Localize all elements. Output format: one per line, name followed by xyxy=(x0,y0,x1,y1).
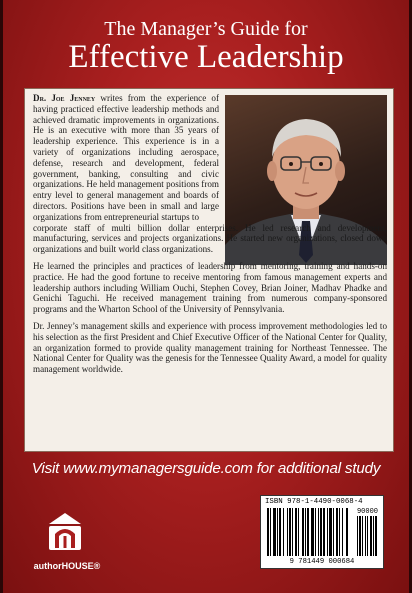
author-bio xyxy=(33,93,387,381)
barcode-bars xyxy=(267,508,379,558)
barcode-bar xyxy=(336,508,338,556)
barcode-bar xyxy=(270,508,271,556)
publisher-name: authorHOUSE® xyxy=(33,561,101,571)
barcode-bar xyxy=(329,508,332,556)
bio-paragraph-1-text: writes from the experience of having practiced effective leadership methods and achieved dramatic improvements in organizations. He is an executive with more than 35 years of leadership experience. This experience is in a variety of organizations including aerospace, defense, research and development, federal government, banking, consulting and civic organizations. He held management positions from entry level to general management and boards of directors. Positions have been in small and large organizations from entrepreneurial startups to xyxy=(33,93,219,222)
bio-paragraph-2: He learned the principles and practices of leadership from mentoring, training and hands-on practice. He had the good fortune to receive mentoring from famous management experts and leadership authors including William Ouchi, Stephen Covey, Brian Joiner, Madhav Phadke and Genichi Taguchi. He received management training from numerous company-sponsored programs and the Wharton School of the University of Pennsylvania. xyxy=(33,260,387,315)
barcode-bar xyxy=(287,508,288,556)
isbn-label: ISBN 978-1-4490-0068-4 xyxy=(265,498,363,506)
book-title: Effective Leadership xyxy=(68,39,344,75)
barcode-bar xyxy=(318,508,319,556)
barcode-addon-bar xyxy=(362,516,363,556)
barcode-addon-bar xyxy=(365,516,366,556)
barcode-bar xyxy=(311,508,314,556)
title-line-1: The Manager’s Guide for xyxy=(104,18,308,40)
barcode-bar xyxy=(342,508,343,556)
barcode-bar xyxy=(292,508,293,556)
bio-paragraph-1 xyxy=(33,93,219,223)
barcode-bar xyxy=(307,508,309,556)
barcode-bar xyxy=(289,508,291,556)
barcode-bar xyxy=(339,508,340,556)
website-callout: Visit www.mymanagersguide.com for additional study xyxy=(31,460,381,477)
barcode-addon-bar xyxy=(375,516,377,556)
barcode-bar xyxy=(305,508,306,556)
barcode-bar xyxy=(320,508,322,556)
barcode-addon-bar xyxy=(373,516,374,556)
barcode-bar xyxy=(267,508,269,556)
barcode-bar xyxy=(283,508,284,556)
barcode-addon-bar xyxy=(357,516,358,556)
barcode-bar xyxy=(315,508,316,556)
barcode-bar xyxy=(333,508,334,556)
authorhouse-logo-icon xyxy=(45,510,85,554)
ean-number: 9 781449 000684 xyxy=(289,558,355,566)
barcode-addon-bar xyxy=(370,516,372,556)
barcode-bar xyxy=(327,508,328,556)
barcode-addon-bar xyxy=(359,516,361,556)
bio-paragraph-3: Dr. Jenney’s management skills and experience with process improvement methodologies led to his selection as the first President and Chief Executive Officer of the National Center for Quality, an organization formed to provide quality management training for Northeast Tennessee. The National Center for Quality was the genesis for the Tennessee Quality Award, a model for quality management worldwide. xyxy=(33,320,387,375)
price-code: 90000 xyxy=(356,508,378,516)
author-name: Dr. Joe Jenney xyxy=(33,93,96,103)
barcode-bar xyxy=(279,508,281,556)
barcode-bar xyxy=(295,508,297,556)
barcode-bar xyxy=(298,508,299,556)
barcode-bar xyxy=(323,508,325,556)
barcode-bar xyxy=(273,508,276,556)
isbn-barcode xyxy=(260,495,384,569)
barcode-bar xyxy=(277,508,278,556)
bio-paragraph-1-continued: corporate staff of multi billion dollar enterprises. He led research and development, manufacturing, services and projects organizations. He started new organizations, closed down organizations and built world class organizations. xyxy=(33,222,387,255)
barcode-addon-bar xyxy=(367,516,368,556)
barcode-bar xyxy=(346,508,348,556)
bio-panel xyxy=(24,88,394,452)
publisher-logo xyxy=(27,510,107,580)
barcode-bar xyxy=(302,508,304,556)
